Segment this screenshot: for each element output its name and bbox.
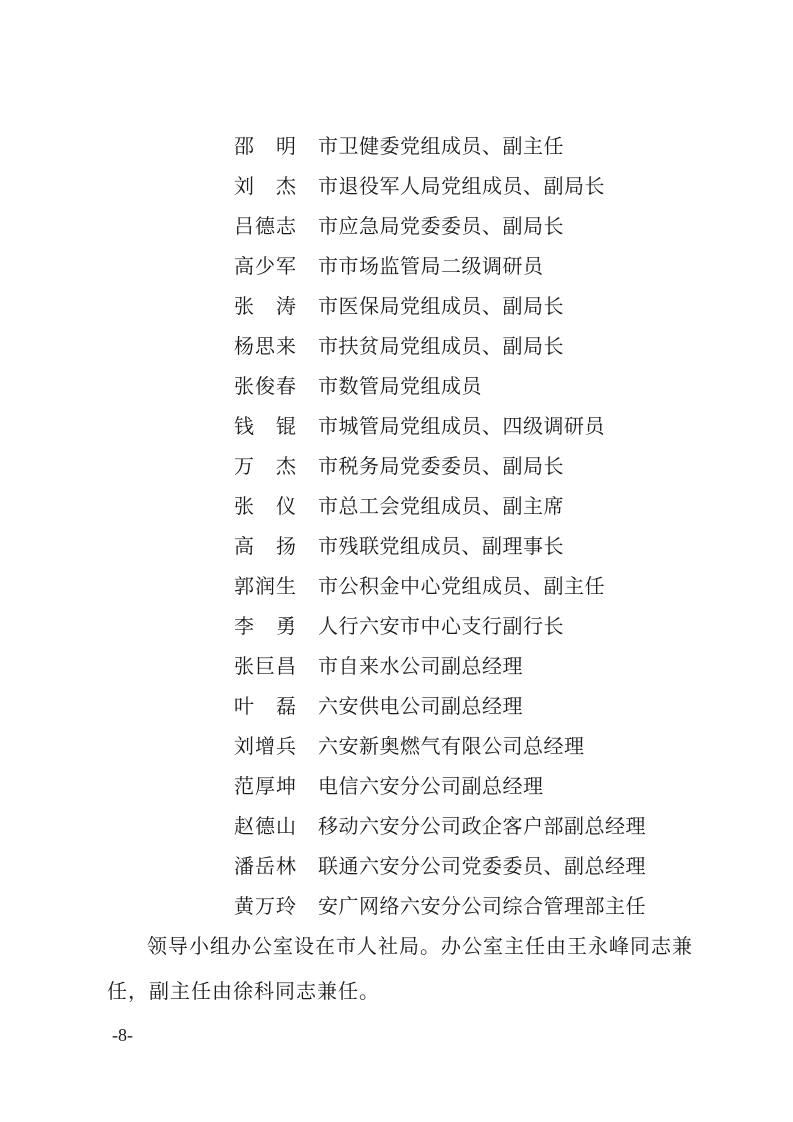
- member-name-char: 刘: [234, 174, 254, 198]
- member-row: [234, 726, 734, 766]
- member-name-char: 玲: [276, 894, 296, 918]
- member-name-char: 岳: [255, 854, 275, 878]
- member-name-char: 吕: [234, 214, 254, 238]
- member-role: 市自来水公司副总经理: [318, 654, 523, 678]
- member-name-char: 赵: [234, 814, 254, 838]
- member-role: 市退役军人局党组成员、副局长: [318, 174, 605, 198]
- member-role: 联通六安分公司党委委员、副总经理: [318, 854, 646, 878]
- member-name-char: 德: [255, 214, 275, 238]
- member-name-char: 思: [255, 334, 275, 358]
- member-name-char: 坤: [276, 774, 296, 798]
- member-row: [234, 526, 734, 566]
- member-name-char: 来: [276, 334, 296, 358]
- member-role: 六安新奥燃气有限公司总经理: [318, 734, 585, 758]
- member-name-char: 张: [234, 374, 254, 398]
- member-name-char: 邵: [234, 134, 254, 158]
- member-role: 安广网络六安分公司综合管理部主任: [318, 894, 646, 918]
- member-name-char: 润: [255, 574, 275, 598]
- member-name: [234, 246, 296, 286]
- member-name: [234, 286, 296, 326]
- member-name-char: 万: [255, 894, 275, 918]
- member-name: [234, 846, 296, 886]
- office-paragraph: 领导小组办公室设在市人社局。办公室主任由王永峰同志兼任，副主任由徐科同志兼任。: [107, 934, 693, 1003]
- member-row: [234, 486, 734, 526]
- page-number: -8-: [112, 1025, 133, 1045]
- member-name-char: 叶: [234, 694, 254, 718]
- member-name: [234, 886, 296, 926]
- member-name-char: 明: [276, 134, 296, 158]
- member-name-char: 昌: [276, 654, 296, 678]
- member-row: [234, 886, 734, 926]
- member-name: [234, 206, 296, 246]
- member-row: [234, 766, 734, 806]
- member-name-char: 潘: [234, 854, 254, 878]
- member-name: [234, 686, 296, 726]
- member-name-char: 厚: [255, 774, 275, 798]
- member-row: [234, 606, 734, 646]
- member-name-char: 李: [234, 614, 254, 638]
- member-row: [234, 406, 734, 446]
- member-name-char: 钱: [234, 414, 254, 438]
- member-name-char: 山: [276, 814, 296, 838]
- member-row: [234, 646, 734, 686]
- member-role: 人行六安市中心支行副行长: [318, 614, 564, 638]
- member-row: [234, 366, 734, 406]
- member-row: [234, 446, 734, 486]
- member-row: [234, 566, 734, 606]
- member-role: 六安供电公司副总经理: [318, 694, 523, 718]
- member-name: [234, 126, 296, 166]
- member-name-char: 林: [276, 854, 296, 878]
- member-name-char: 黄: [234, 894, 254, 918]
- member-role: 市卫健委党组成员、副主任: [318, 134, 564, 158]
- member-name-char: 郭: [234, 574, 254, 598]
- member-name-char: 涛: [276, 294, 296, 318]
- member-role: 市税务局党委委员、副局长: [318, 454, 564, 478]
- member-name-char: 高: [234, 254, 254, 278]
- member-name: [234, 166, 296, 206]
- member-name-char: 志: [276, 214, 296, 238]
- member-role: 市医保局党组成员、副局长: [318, 294, 564, 318]
- member-name-char: 张: [234, 654, 254, 678]
- member-row: [234, 806, 734, 846]
- member-name: [234, 526, 296, 566]
- member-role: 市扶贫局党组成员、副局长: [318, 334, 564, 358]
- member-name: [234, 766, 296, 806]
- member-name: [234, 726, 296, 766]
- member-name: [234, 486, 296, 526]
- member-role: 市公积金中心党组成员、副主任: [318, 574, 605, 598]
- member-name-char: 磊: [276, 694, 296, 718]
- member-role: 移动六安分公司政企客户部副总经理: [318, 814, 646, 838]
- member-role: 电信六安分公司副总经理: [318, 774, 544, 798]
- member-name-char: 俊: [255, 374, 275, 398]
- member-name-char: 万: [234, 454, 254, 478]
- member-row: [234, 326, 734, 366]
- member-name-char: 少: [255, 254, 275, 278]
- member-row: [234, 126, 734, 166]
- member-name: [234, 366, 296, 406]
- member-row: [234, 166, 734, 206]
- member-row: [234, 206, 734, 246]
- member-name: [234, 606, 296, 646]
- member-name-char: 扬: [276, 534, 296, 558]
- member-name-char: 勇: [276, 614, 296, 638]
- member-row: [234, 686, 734, 726]
- member-name-char: 范: [234, 774, 254, 798]
- member-name-char: 刘: [234, 734, 254, 758]
- member-name-char: 仪: [276, 494, 296, 518]
- member-name: [234, 406, 296, 446]
- member-name-char: 春: [276, 374, 296, 398]
- member-name: [234, 646, 296, 686]
- member-name-char: 德: [255, 814, 275, 838]
- member-name-char: 张: [234, 294, 254, 318]
- member-role: 市数管局党组成员: [318, 374, 482, 398]
- member-role: 市残联党组成员、副理事长: [318, 534, 564, 558]
- member-name-char: 军: [276, 254, 296, 278]
- member-name-char: 杰: [276, 174, 296, 198]
- member-role: 市城管局党组成员、四级调研员: [318, 414, 605, 438]
- member-name: [234, 326, 296, 366]
- member-name-char: 增: [255, 734, 275, 758]
- member-name: [234, 566, 296, 606]
- member-row: [234, 286, 734, 326]
- member-name-char: 高: [234, 534, 254, 558]
- member-name: [234, 446, 296, 486]
- member-name-char: 兵: [276, 734, 296, 758]
- member-name: [234, 806, 296, 846]
- member-role: 市市场监管局二级调研员: [318, 254, 544, 278]
- member-name-char: 生: [276, 574, 296, 598]
- member-row: [234, 246, 734, 286]
- member-row: [234, 846, 734, 886]
- member-name-char: 巨: [255, 654, 275, 678]
- member-role: 市应急局党委委员、副局长: [318, 214, 564, 238]
- member-role: 市总工会党组成员、副主席: [318, 494, 564, 518]
- member-name-char: 张: [234, 494, 254, 518]
- member-name-char: 杰: [276, 454, 296, 478]
- member-name-char: 锟: [276, 414, 296, 438]
- member-list: [234, 126, 734, 926]
- member-name-char: 杨: [234, 334, 254, 358]
